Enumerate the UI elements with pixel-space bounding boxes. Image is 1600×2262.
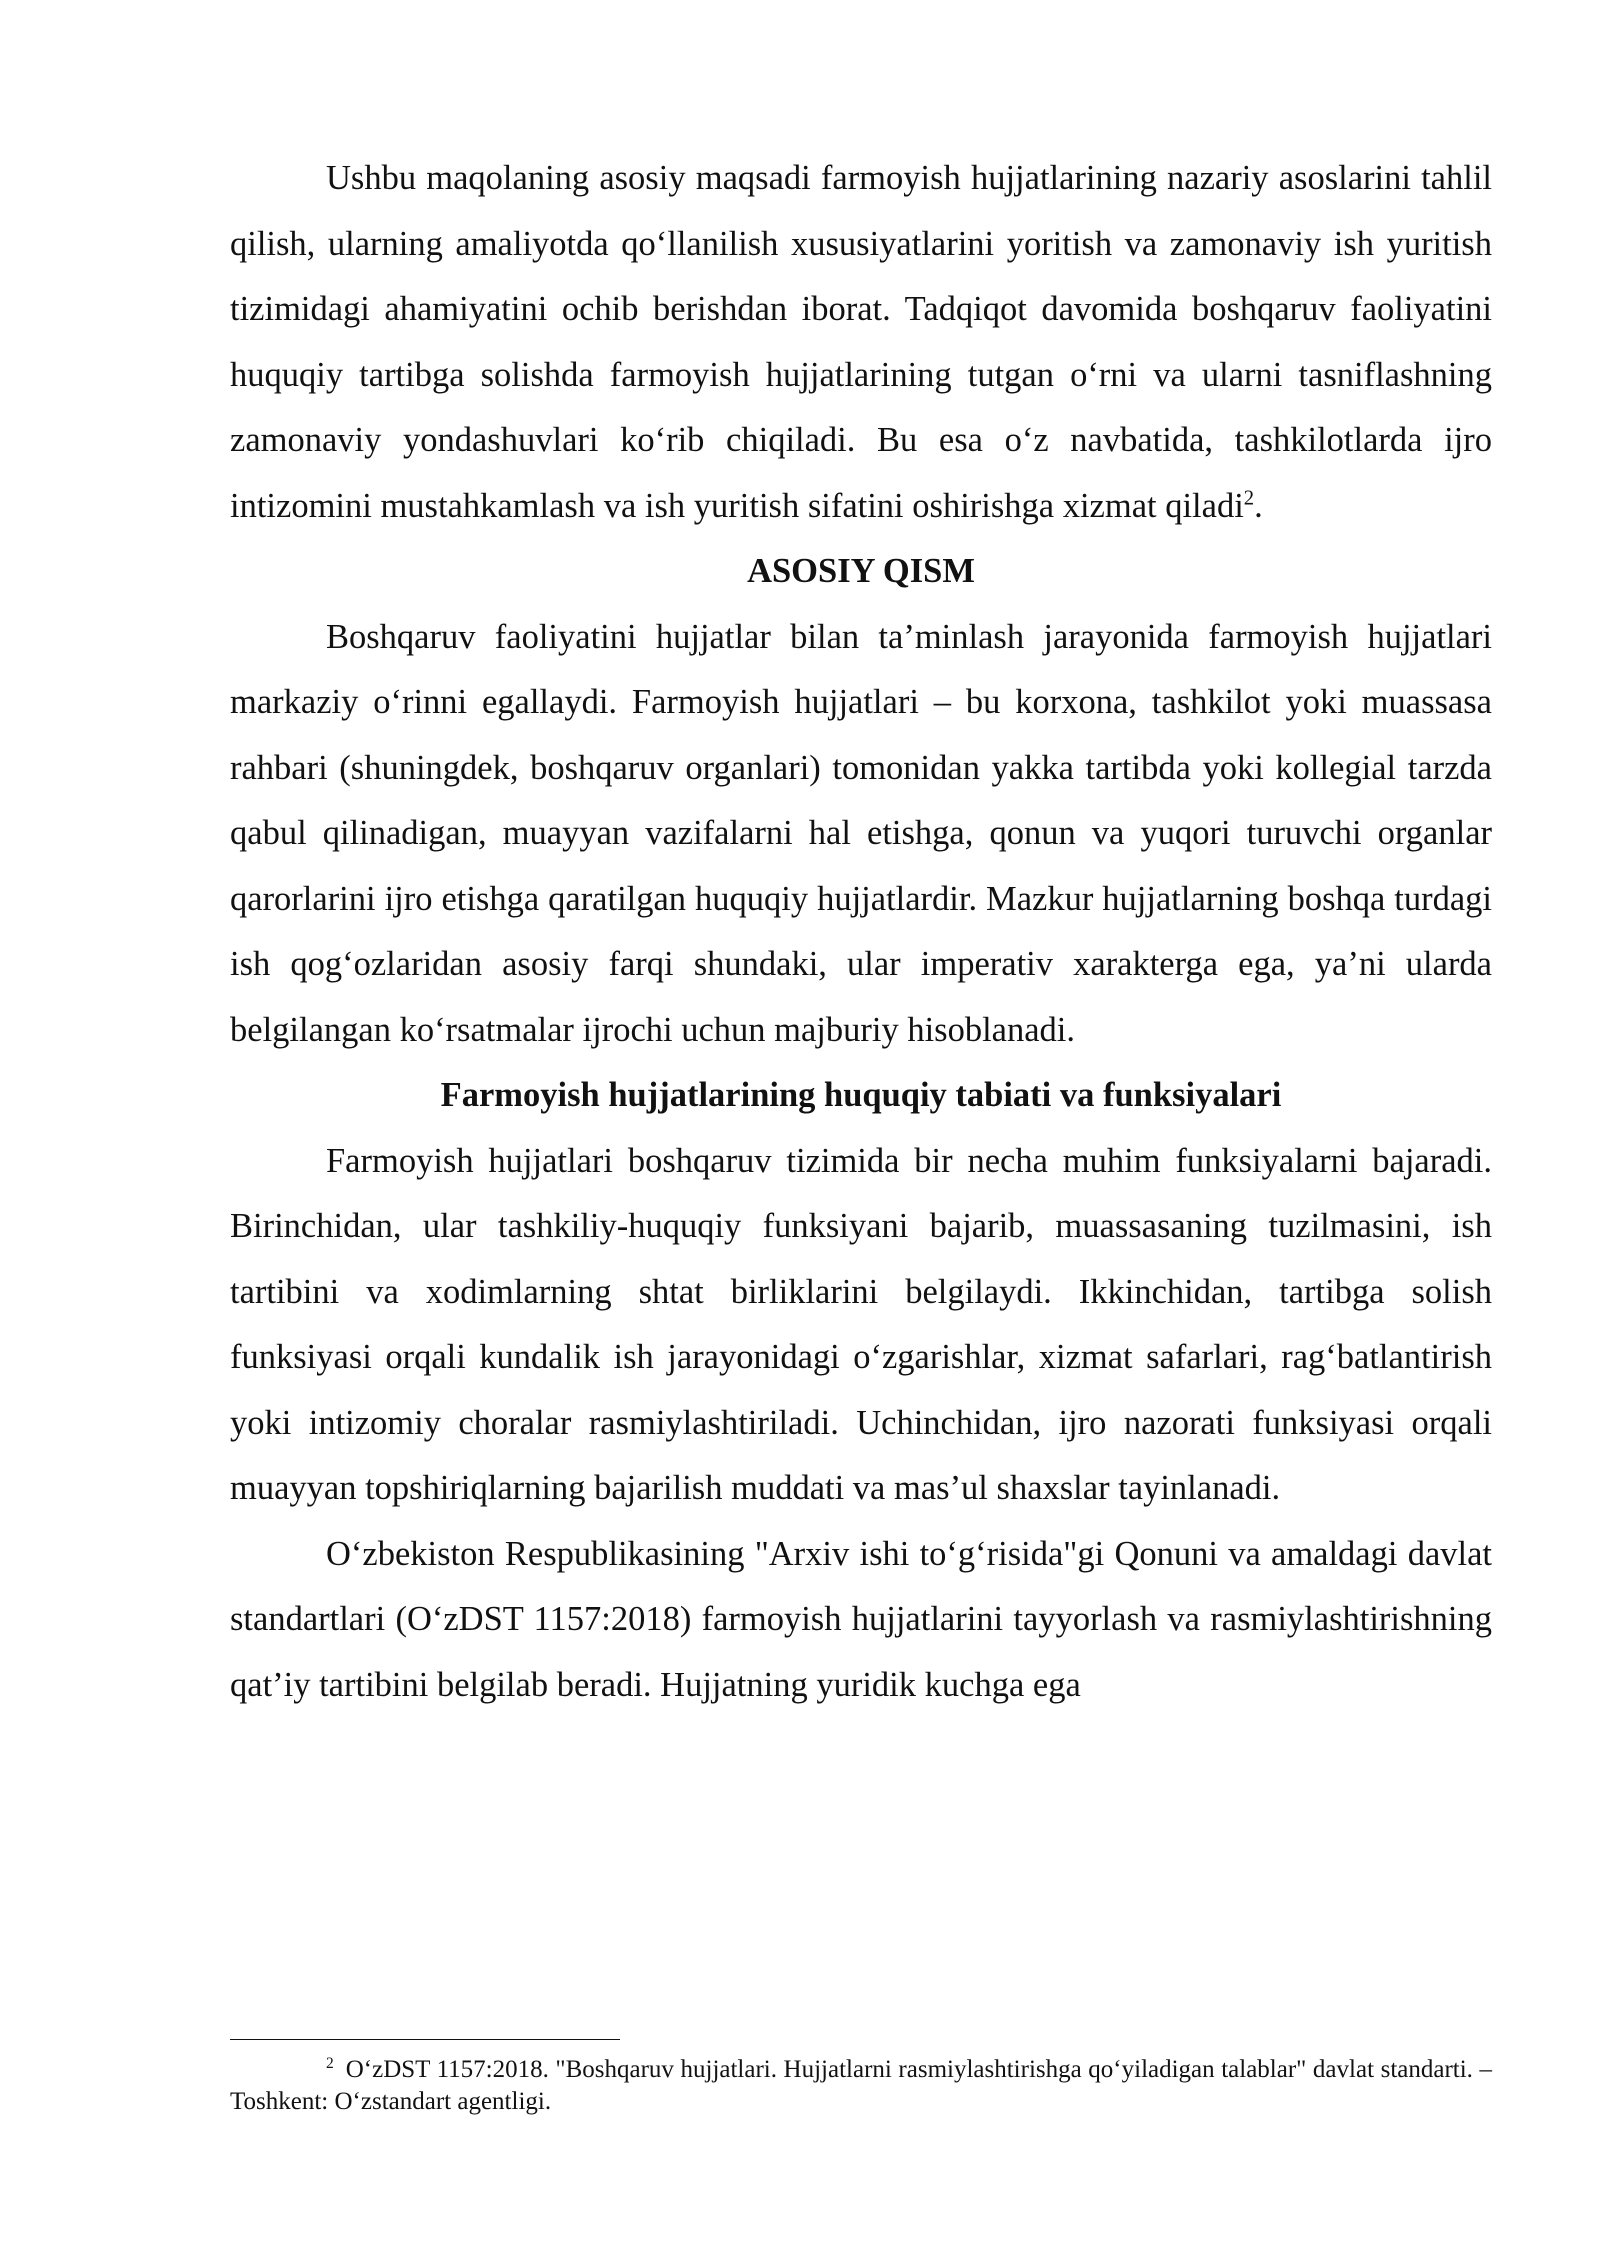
footnote-reference[interactable]: 2 xyxy=(1243,487,1255,509)
footnote xyxy=(230,2054,1492,2118)
section-heading-sub: Farmoyish hujjatlarining huquqiy tabiati va funksiyalari xyxy=(440,1076,1282,1114)
functions-paragraph: Farmoyish hujjatlari boshqaruv tizimida bir necha muhim funksiyalarni bajaradi. Birinchidan, ular tashkiliy-huquqiy funksiyani bajarib, muassasaning tuzilmasini, ish tartibini va xodimlarning shtat birliklarini belgilaydi. Ikkinchidan, tartibga solish funksiyasi orqali kundalik ish jarayonidagi o‘zgarishlar, xizmat safarlari, rag‘batlantirish yoki intizomiy choralar rasmiylashtiriladi. Uchinchidan, ijro nazorati funksiyasi orqali muayyan topshiriqlarning bajarilish muddati va mas’ul shaxslar tayinlanadi. xyxy=(230,1141,1492,1507)
footnote-mark: 2 xyxy=(326,2054,334,2072)
section-heading-main: ASOSIY QISM xyxy=(747,552,975,590)
intro-paragraph xyxy=(230,146,1492,539)
law-paragraph: O‘zbekiston Respublikasining "Arxiv ishi to‘g‘risida"gi Qonuni va amaldagi davlat standartlari (O‘zDST 1157:2018) farmoyish hujjatlarini tayyorlash va rasmiylashtirishning qat’iy tartibini belgilab beradi. Hujjatning yuridik kuchga ega xyxy=(230,1534,1492,1704)
intro-paragraph-tail: . xyxy=(1254,486,1263,525)
intro-paragraph-text: Ushbu maqolaning asosiy maqsadi farmoyish hujjatlarining nazariy asoslarini tahlil qilish, ularning amaliyotda qo‘llanilish xususiyatlarini yoritish va zamonaviy ish yuritish tizimidagi ahamiyatini ochib berishdan iborat. Tadqiqot davomida boshqaruv faoliyatini huquqiy tartibga solishda farmoyish hujjatlarining tutgan o‘rni va ularni tasniflashning zamonaviy yondashuvlari ko‘rib chiqiladi. Bu esa o‘z navbatida, tashkilotlarda ijro intizomini mustahkamlash va ish yuritish sifatini oshirishga xizmat qiladi xyxy=(230,159,1492,525)
footnote-separator xyxy=(230,2039,620,2040)
document-body xyxy=(230,146,1492,1718)
main-paragraph: Boshqaruv faoliyatini hujjatlar bilan ta’minlash jarayonida farmoyish hujjatlari markaziy o‘rinni egallaydi. Farmoyish hujjatlari – bu korxona, tashkilot yoki muassasa rahbari (shuningdek, boshqaruv organlari) tomonidan yakka tartibda yoki kollegial tarzda qabul qilinadigan, muayyan vazifalarni hal etishga, qonun va yuqori turuvchi organlar qarorlarini ijro etishga qaratilgan huquqiy hujjatlardir. Mazkur hujjatlarning boshqa turdagi ish qog‘ozlaridan asosiy farqi shundaki, ular imperativ xarakterga ega, ya’ni ularda belgilangan ko‘rsatmalar ijrochi uchun majburiy hisoblanadi. xyxy=(230,617,1492,1049)
footnote-text: O‘zDST 1157:2018. "Boshqaruv hujjatlari. Hujjatlarni rasmiylashtirishga qo‘yiladigan talablar" davlat standarti. – Toshkent: O‘zstandart agentligi. xyxy=(230,2056,1492,2115)
